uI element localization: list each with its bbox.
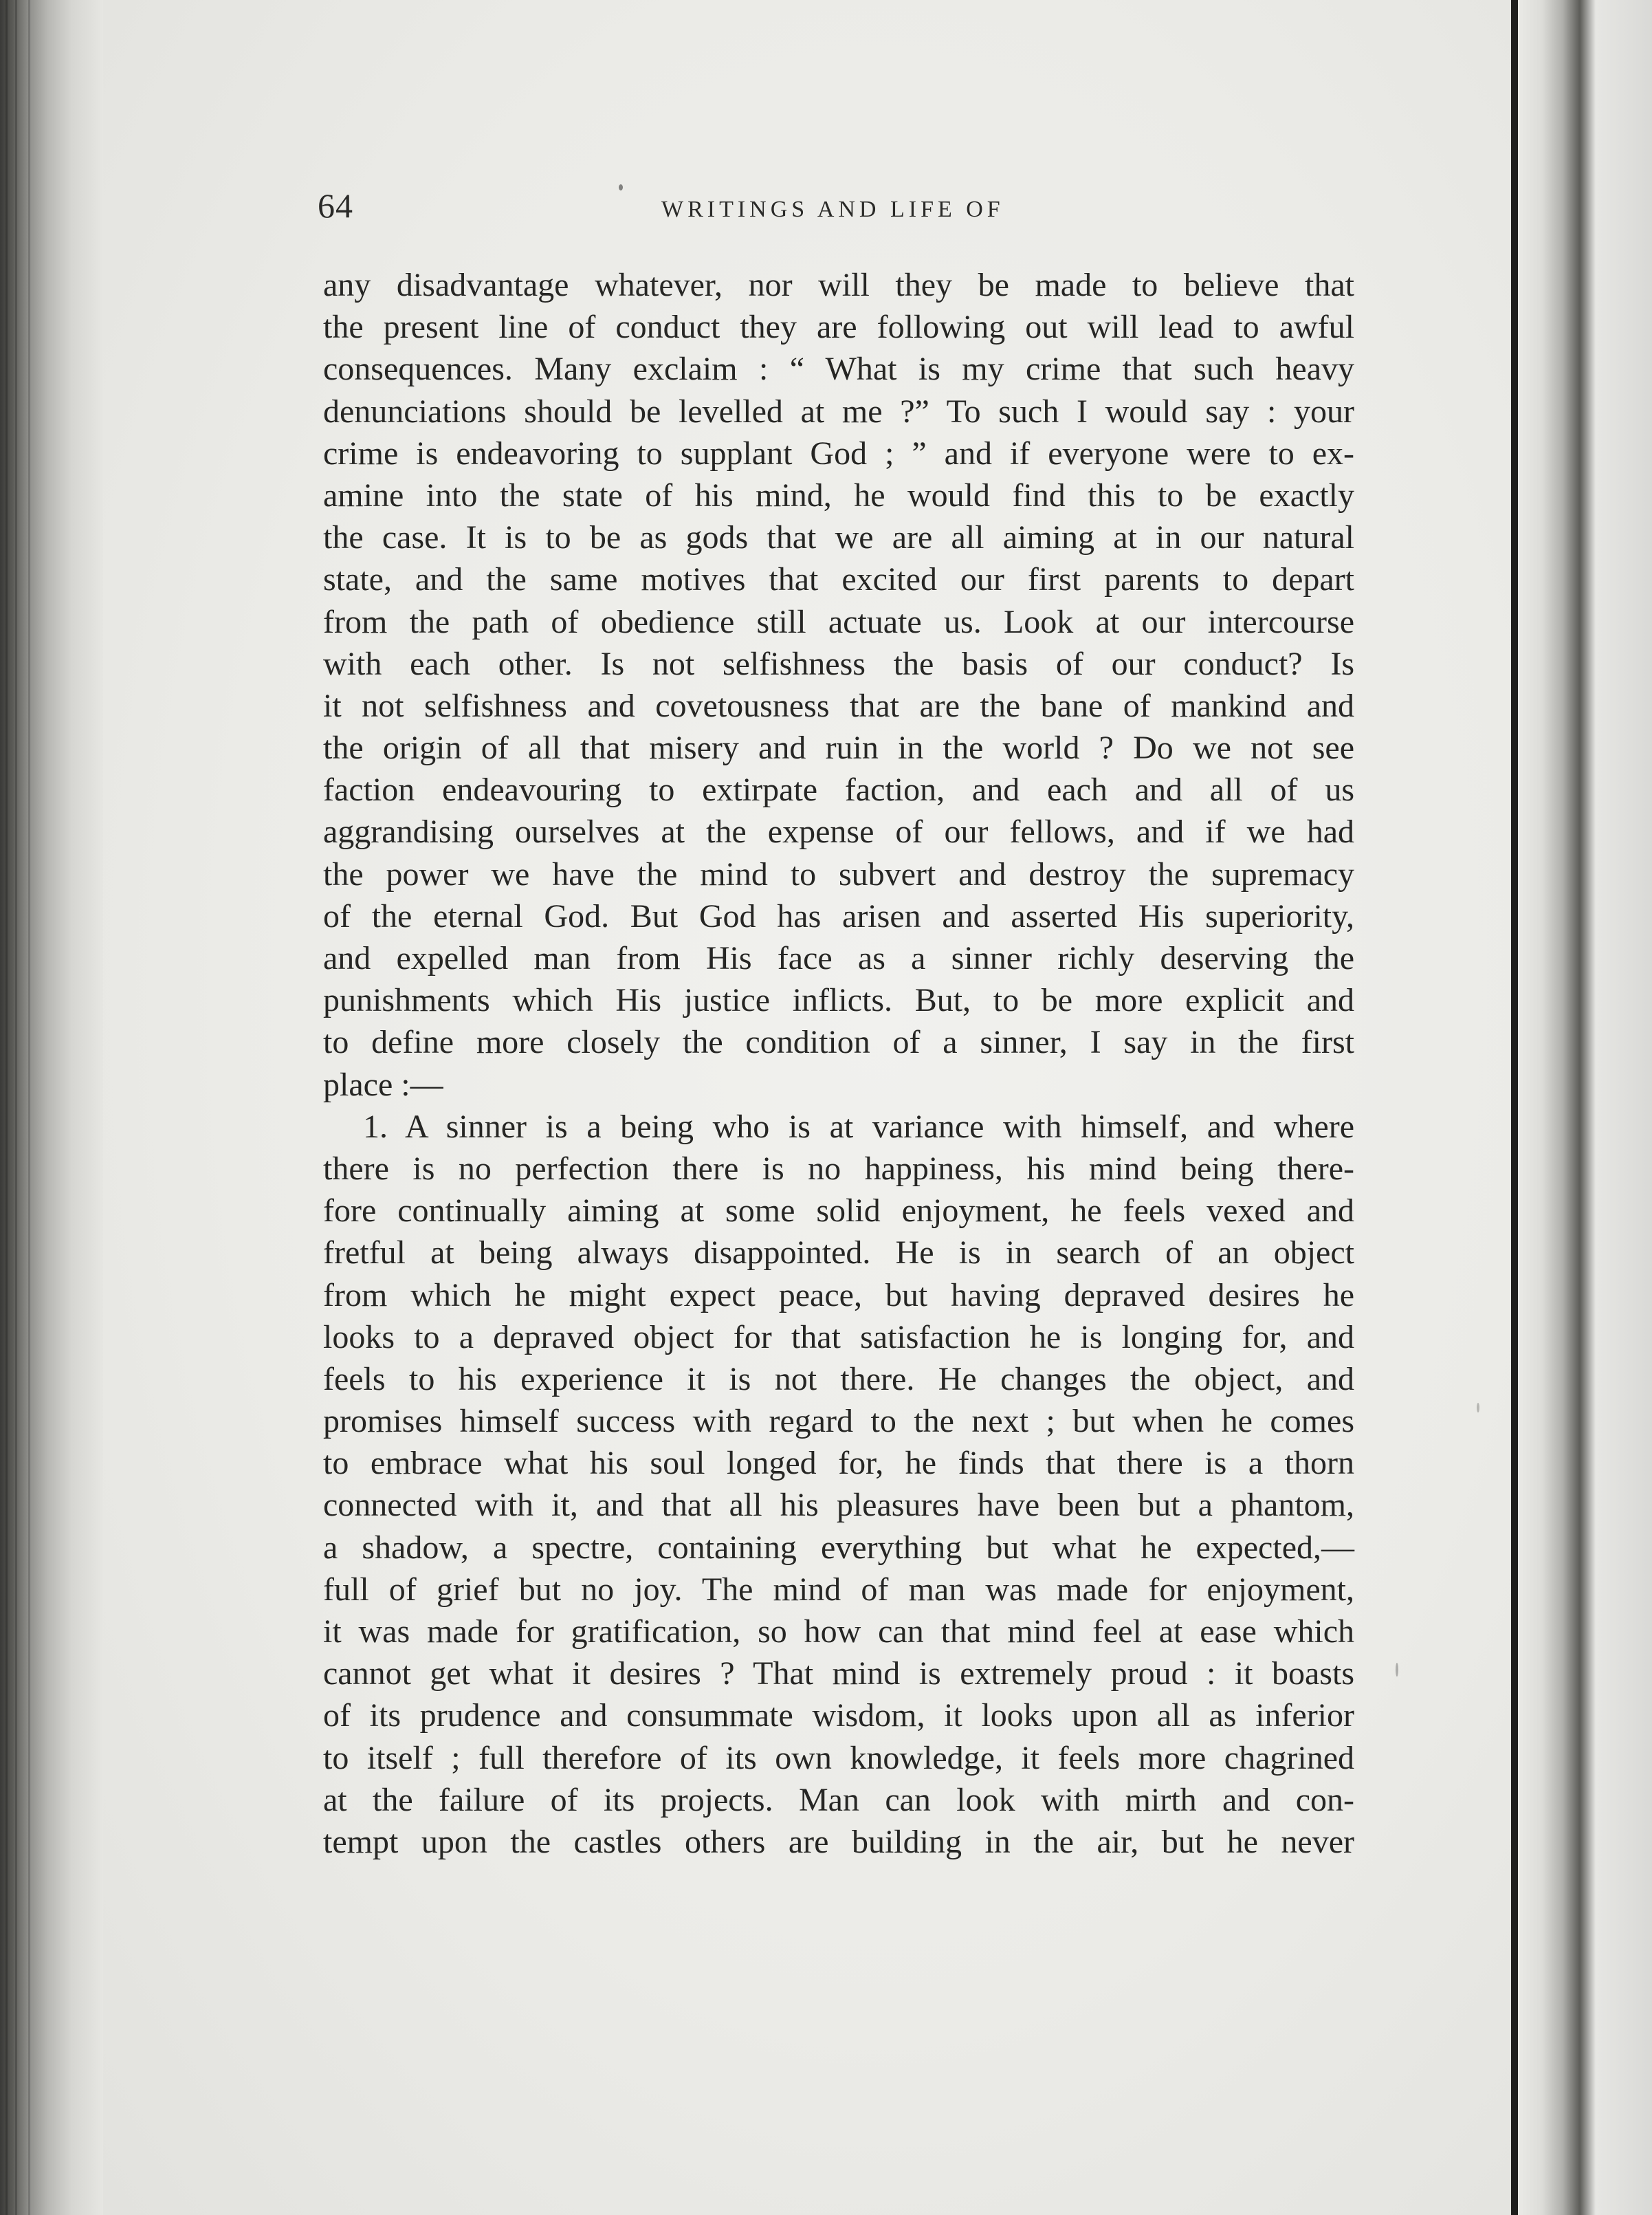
- text-line: to define more closely the condition of a sinner, I say in the first: [323, 1024, 1354, 1061]
- text-line: punishments which His justice inflicts. But, to be more explicit and: [323, 982, 1354, 1019]
- text-line: full of grief but no joy. The mind of man was made for enjoyment,: [323, 1571, 1354, 1608]
- text-line: the power we have the mind to subvert and destroy the supremacy: [323, 855, 1354, 893]
- text-line: place :—: [323, 1066, 443, 1103]
- edge-streak: [28, 0, 30, 2215]
- text-line: it was made for gratification, so how can that mind feel at ease which: [323, 1613, 1354, 1650]
- edge-streak: [5, 0, 8, 2215]
- text-line: any disadvantage whatever, nor will they be made to believe that: [323, 267, 1354, 303]
- text-line: connected with it, and that all his pleasures have been but a phantom,: [323, 1487, 1354, 1524]
- edge-streak: [15, 0, 17, 2215]
- text-line: at the failure of its projects. Man can look with mirth and con-: [323, 1781, 1354, 1818]
- text-line: from the path of obedience still actuate us. Look at our intercourse: [323, 603, 1354, 640]
- text-line: denunciations should be levelled at me ?” To such I would say : your: [323, 393, 1354, 430]
- ink-speck: [1477, 1403, 1479, 1412]
- text-line: looks to a depraved object for that satisfaction he is longing for, and: [323, 1318, 1354, 1355]
- text-line: with each other. Is not selfishness the basis of our conduct? Is: [323, 645, 1354, 682]
- text-line: the origin of all that misery and ruin in the world ? Do we not see: [323, 730, 1354, 767]
- text-line: to embrace what his soul longed for, he finds that there is a thorn: [323, 1445, 1354, 1482]
- text-line: fretful at being always disappointed. He is in search of an object: [323, 1234, 1354, 1272]
- left-binding-shadow: [0, 0, 103, 2215]
- right-page-edge: [1515, 0, 1652, 2215]
- text-line: and expelled man from His face as a sinner richly deserving the: [323, 940, 1354, 976]
- text-line: of its prudence and consummate wisdom, it looks upon all as inferior: [323, 1697, 1354, 1734]
- text-line: of the eternal God. But God has arisen and asserted His superiority,: [323, 897, 1354, 935]
- text-line: the case. It is to be as gods that we are all aiming at in our natural: [323, 519, 1354, 556]
- text-line: crime is endeavoring to supplant God ; ” and if everyone were to ex-: [323, 435, 1354, 472]
- right-gutter-rule: [1511, 0, 1518, 2215]
- text-line: from which he might expect peace, but having depraved desires he: [323, 1276, 1354, 1313]
- text-line: the present line of conduct they are following out will lead to awful: [323, 309, 1354, 346]
- text-line: consequences. Many exclaim : “ What is my crime that such heavy: [323, 351, 1354, 388]
- text-line: aggrandising ourselves at the expense of our fellows, and if we had: [323, 814, 1354, 851]
- text-line: tempt upon the castles others are building in the air, but he never: [323, 1823, 1354, 1860]
- text-line: fore continually aiming at some solid enjoyment, he feels vexed and: [323, 1192, 1354, 1230]
- text-line: to itself ; full therefore of its own knowledge, it feels more chagrined: [323, 1739, 1354, 1776]
- text-line: a shadow, a spectre, containing everything but what he expected,—: [323, 1529, 1354, 1566]
- text-line: state, and the same motives that excited our first parents to depart: [323, 561, 1354, 598]
- page-header: [318, 186, 1349, 241]
- text-line: cannot get what it desires ? That mind is extremely proud : it boasts: [323, 1655, 1354, 1692]
- running-head: WRITINGS AND LIFE OF: [661, 197, 1004, 222]
- text-line: it not selfishness and covetousness that are the bane of mankind and: [323, 687, 1354, 724]
- body-text: [323, 264, 1354, 1863]
- text-line: 1. A sinner is a being who is at variance with himself, and where: [363, 1108, 1354, 1145]
- text-line: there is no perfection there is no happiness, his mind being there-: [323, 1150, 1354, 1187]
- text-line: amine into the state of his mind, he would find this to be exactly: [323, 477, 1354, 514]
- page-number: 64: [318, 186, 353, 225]
- text-line: promises himself success with regard to the next ; but when he comes: [323, 1403, 1354, 1440]
- ink-speck: [1396, 1663, 1398, 1677]
- text-line: feels to his experience it is not there. He changes the object, and: [323, 1360, 1354, 1397]
- text-line: faction endeavouring to extirpate faction, and each and all of us: [323, 772, 1354, 809]
